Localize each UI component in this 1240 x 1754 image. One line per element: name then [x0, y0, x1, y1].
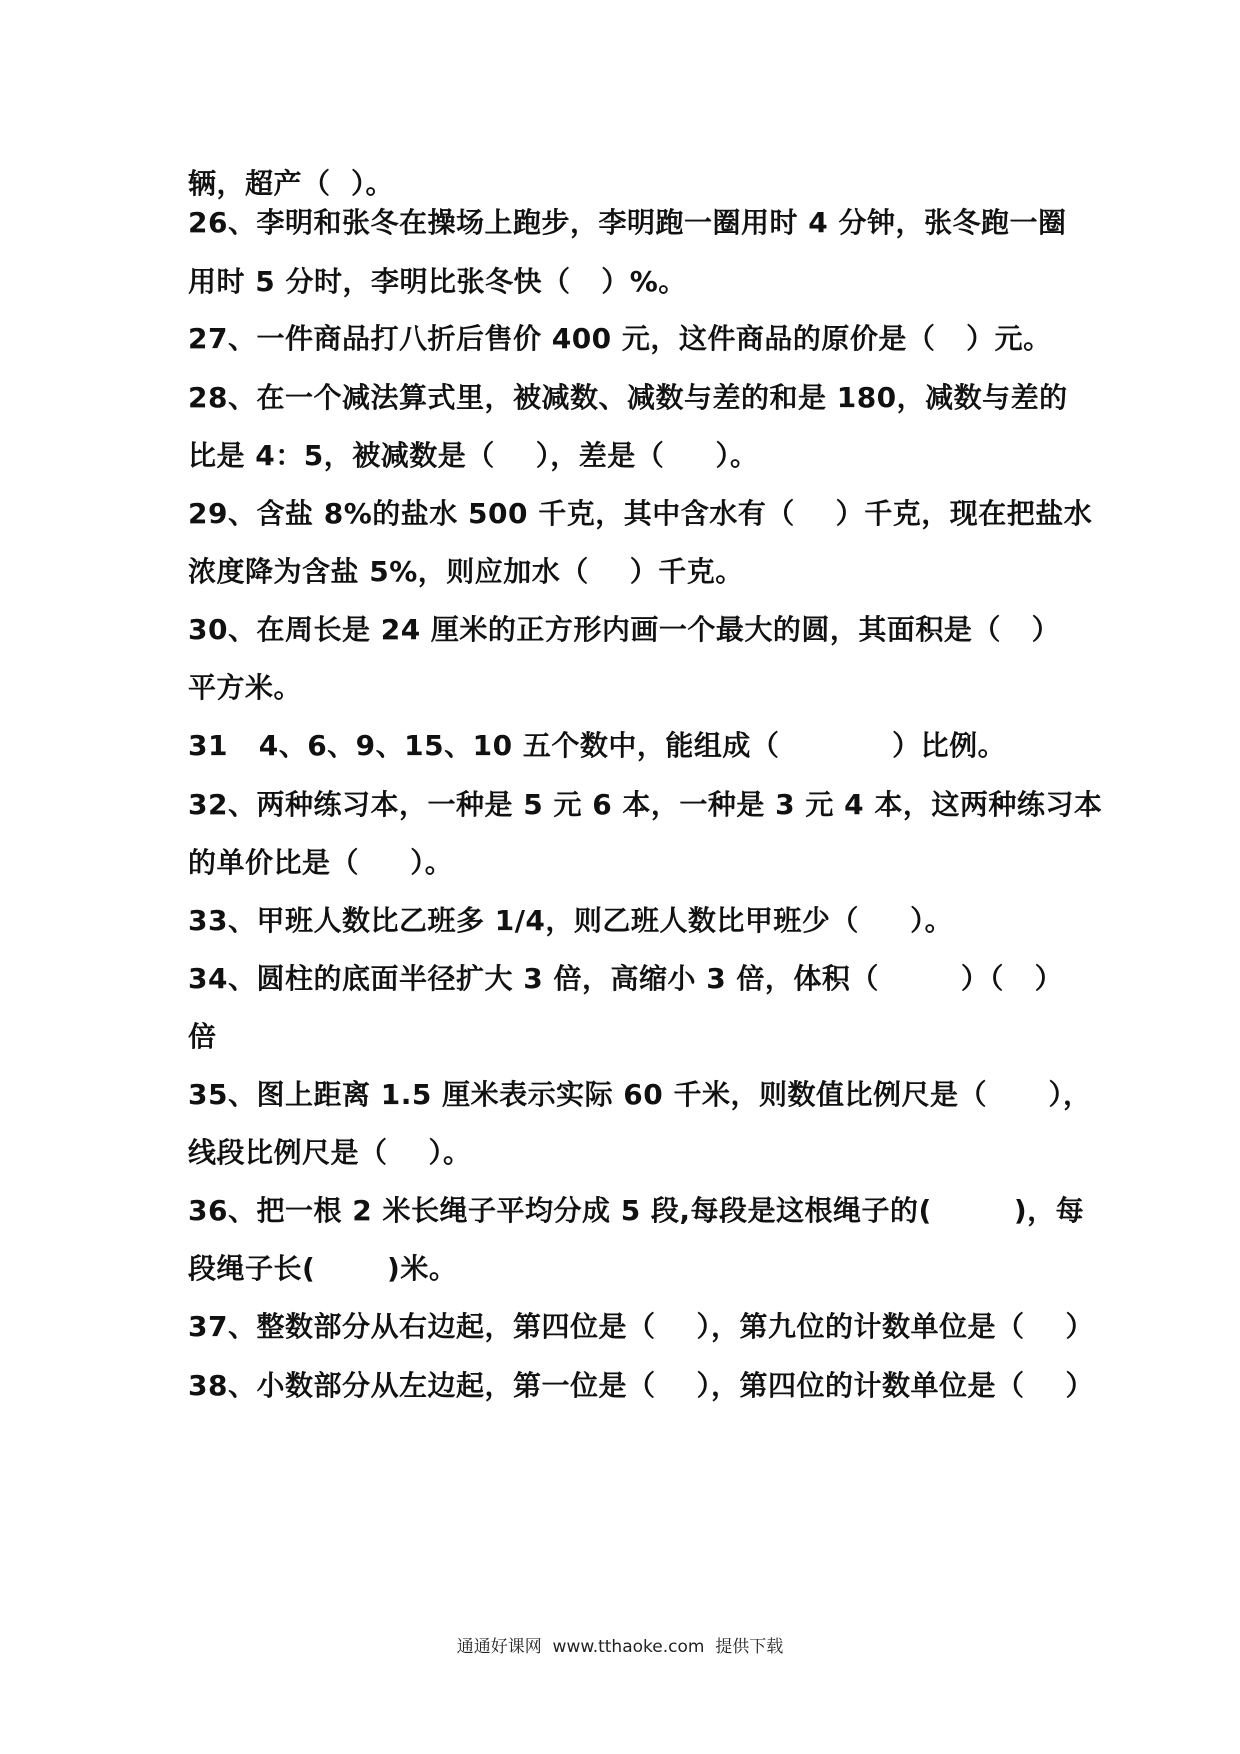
line-14: 33、甲班人数比乙班多 1/4，则乙班人数比甲班少（ ）。 — [188, 904, 954, 937]
line-6: 比是 4：5，被减数是（ ），差是（ ）。 — [188, 439, 759, 472]
line-9: 30、在周长是 24 厘米的正方形内画一个最大的圆，其面积是（ ） — [188, 613, 1061, 646]
line-11: 31 4、6、9、15、10 五个数中，能组成（ ）比例。 — [188, 729, 1007, 762]
line-5: 28、在一个减法算式里，被减数、减数与差的和是 180，减数与差的 — [188, 381, 1068, 414]
page-footer: 通通好课网 www.tthaoke.com 提供下载 — [456, 1637, 784, 1657]
line-18: 线段比例尺是（ ）。 — [188, 1136, 472, 1169]
line-20: 段绳子长( )米。 — [188, 1252, 458, 1285]
line-16: 倍 — [188, 1020, 217, 1053]
line-10: 平方米。 — [188, 671, 303, 704]
line-12: 32、两种练习本，一种是 5 元 6 本，一种是 3 元 4 本，这两种练习本 — [188, 788, 1103, 821]
line-19: 36、把一根 2 米长绳子平均分成 5 段,每段是这根绳子的( )，每 — [188, 1194, 1085, 1227]
line-8: 浓度降为含盐 5%，则应加水（ ）千克。 — [188, 555, 744, 588]
line-17: 35、图上距离 1.5 厘米表示实际 60 千米，则数值比例尺是（ ）， — [188, 1078, 1092, 1111]
line-21: 37、整数部分从右边起，第四位是（ ），第九位的计数单位是（ ） — [188, 1310, 1094, 1343]
line-4: 27、一件商品打八折后售价 400 元，这件商品的原价是（ ）元。 — [188, 322, 1052, 355]
line-15: 34、圆柱的底面半径扩大 3 倍，高缩小 3 倍，体积（ ）（ ） — [188, 962, 1064, 995]
line-3: 用时 5 分时，李明比张冬快（ ）%。 — [188, 265, 687, 298]
line-22: 38、小数部分从左边起，第一位是（ ），第四位的计数单位是（ ） — [188, 1369, 1094, 1402]
line-1: 辆，超产（ ）。 — [188, 167, 394, 200]
line-13: 的单价比是（ ）。 — [188, 846, 454, 879]
line-7: 29、含盐 8%的盐水 500 千克，其中含水有（ ）千克，现在把盐水 — [188, 497, 1093, 530]
line-2: 26、李明和张冬在操场上跑步，李明跑一圈用时 4 分钟，张冬跑一圈 — [188, 206, 1067, 239]
